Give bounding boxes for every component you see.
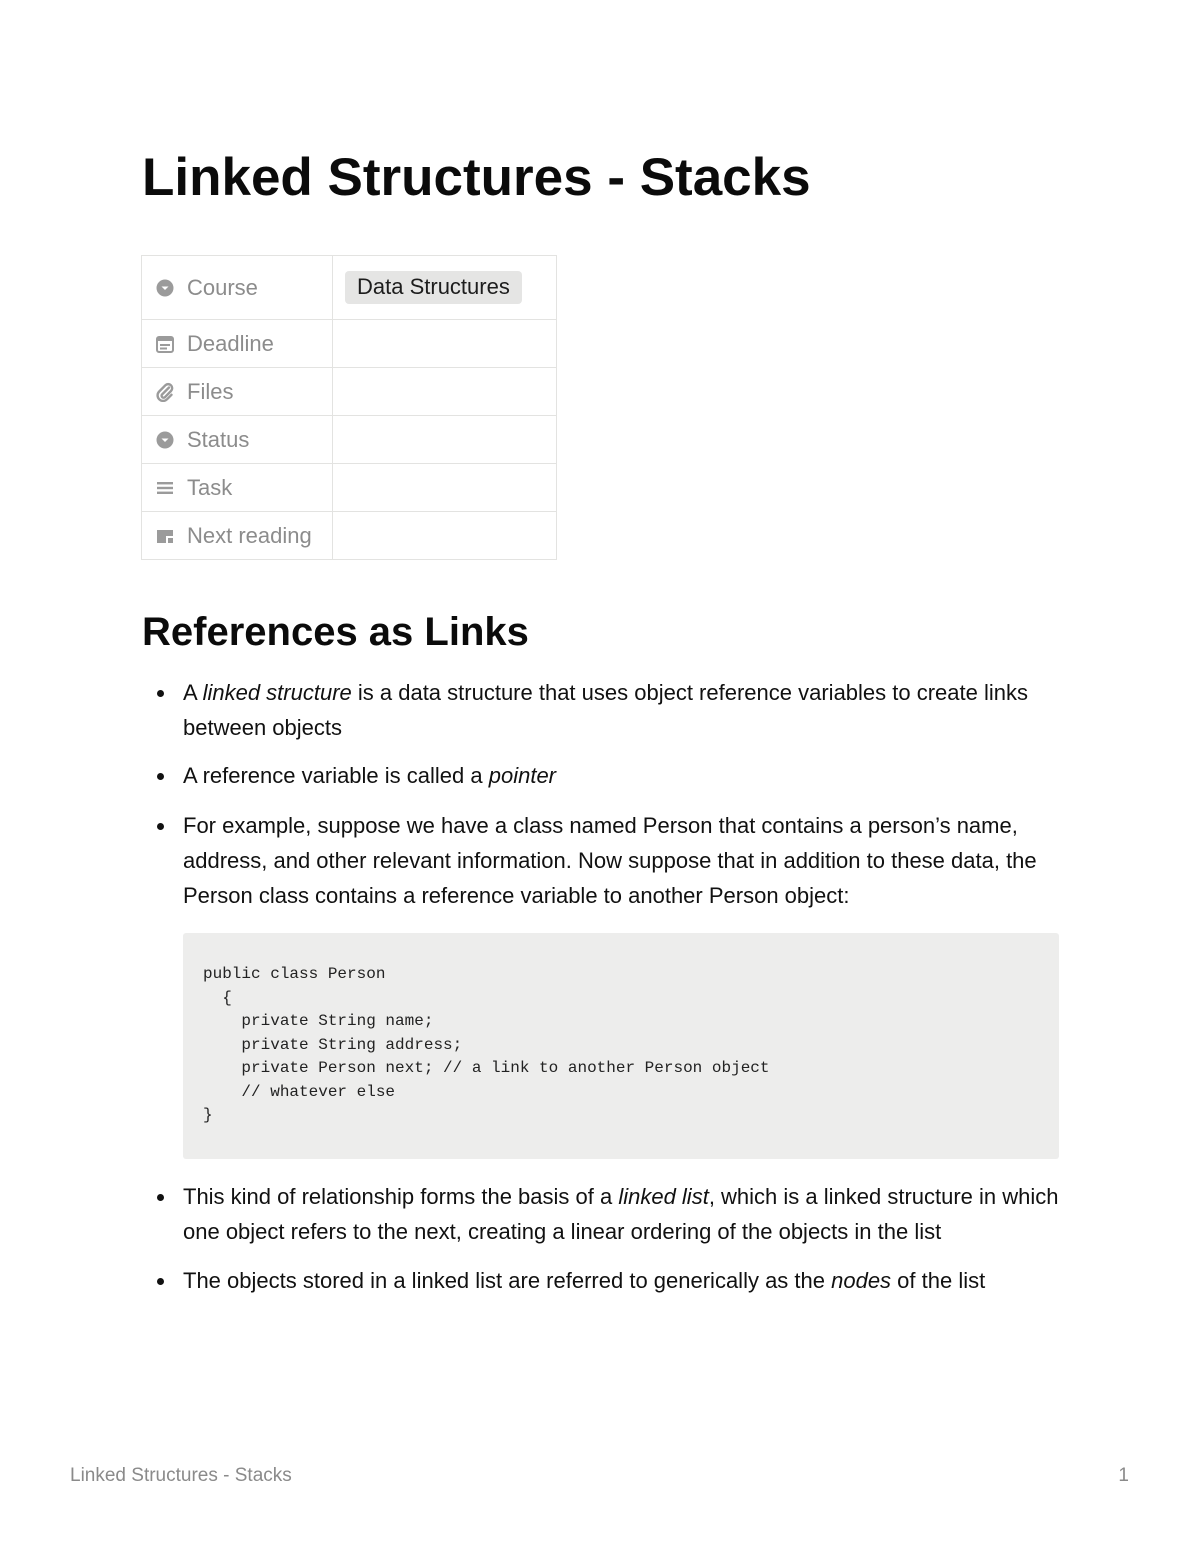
property-value-deadline[interactable]	[333, 320, 557, 368]
property-key[interactable]	[142, 512, 333, 560]
emphasis-term: linked list	[618, 1184, 709, 1209]
properties-table	[141, 255, 557, 560]
code-block[interactable]	[183, 933, 1059, 1159]
list-item: The objects stored in a linked list are referred to generically as the nodes of the list	[142, 1263, 1062, 1298]
property-value-status[interactable]	[333, 416, 557, 464]
list-item: For example, suppose we have a class named Person that contains a person’s name, address, and other relevant information. Now suppose that in addition to these data, the Person class contains a reference variable to another Person object:	[142, 808, 1062, 913]
relation-icon	[154, 525, 176, 547]
code-text: public class Person { private String name; private String address; private Person next; // a link to another Person object // whatever else }	[203, 965, 770, 1124]
property-label-task: Task	[187, 474, 233, 500]
select-icon	[154, 429, 176, 451]
property-label-next-reading: Next reading	[187, 522, 312, 548]
emphasis-term: pointer	[488, 763, 557, 788]
property-value-task[interactable]	[333, 464, 557, 512]
property-label-files: Files	[187, 378, 234, 404]
property-key[interactable]	[142, 320, 333, 368]
list-item: A linked structure is a data structure that uses object reference variables to create links between objects	[142, 675, 1062, 745]
property-label-course: Course	[187, 274, 258, 300]
property-value-next-reading[interactable]	[333, 512, 557, 560]
property-key[interactable]	[142, 416, 333, 464]
property-key[interactable]	[142, 464, 333, 512]
list-item: A reference variable is called a pointer	[142, 758, 1062, 793]
course-tag: Data Structures	[345, 271, 522, 304]
property-label-deadline: Deadline	[187, 330, 274, 356]
property-row-status	[142, 416, 557, 464]
paperclip-icon	[154, 381, 176, 403]
calendar-icon	[154, 333, 176, 355]
property-row-course	[142, 256, 557, 320]
bullet-list	[142, 1179, 1062, 1298]
text-lines-icon	[154, 477, 176, 499]
property-value-course[interactable]	[333, 256, 557, 320]
select-icon	[154, 277, 176, 299]
property-row-next-reading	[142, 512, 557, 560]
list-item: This kind of relationship forms the basis of a linked list, which is a linked structure in which one object refers to the next, creating a linear ordering of the objects in the list	[142, 1179, 1062, 1249]
section-heading: References as Links	[142, 610, 529, 654]
page-number: 1	[1118, 1465, 1129, 1486]
emphasis-term: linked structure	[202, 680, 352, 705]
property-label-status: Status	[187, 426, 250, 452]
property-row-task	[142, 464, 557, 512]
property-value-files[interactable]	[333, 368, 557, 416]
property-row-deadline	[142, 320, 557, 368]
property-key[interactable]	[142, 256, 333, 320]
property-key[interactable]	[142, 368, 333, 416]
footer-title: Linked Structures - Stacks	[70, 1465, 292, 1486]
bullet-list	[142, 675, 1062, 913]
emphasis-term: nodes	[831, 1268, 892, 1293]
page-title: Linked Structures - Stacks	[142, 148, 811, 207]
property-row-files	[142, 368, 557, 416]
